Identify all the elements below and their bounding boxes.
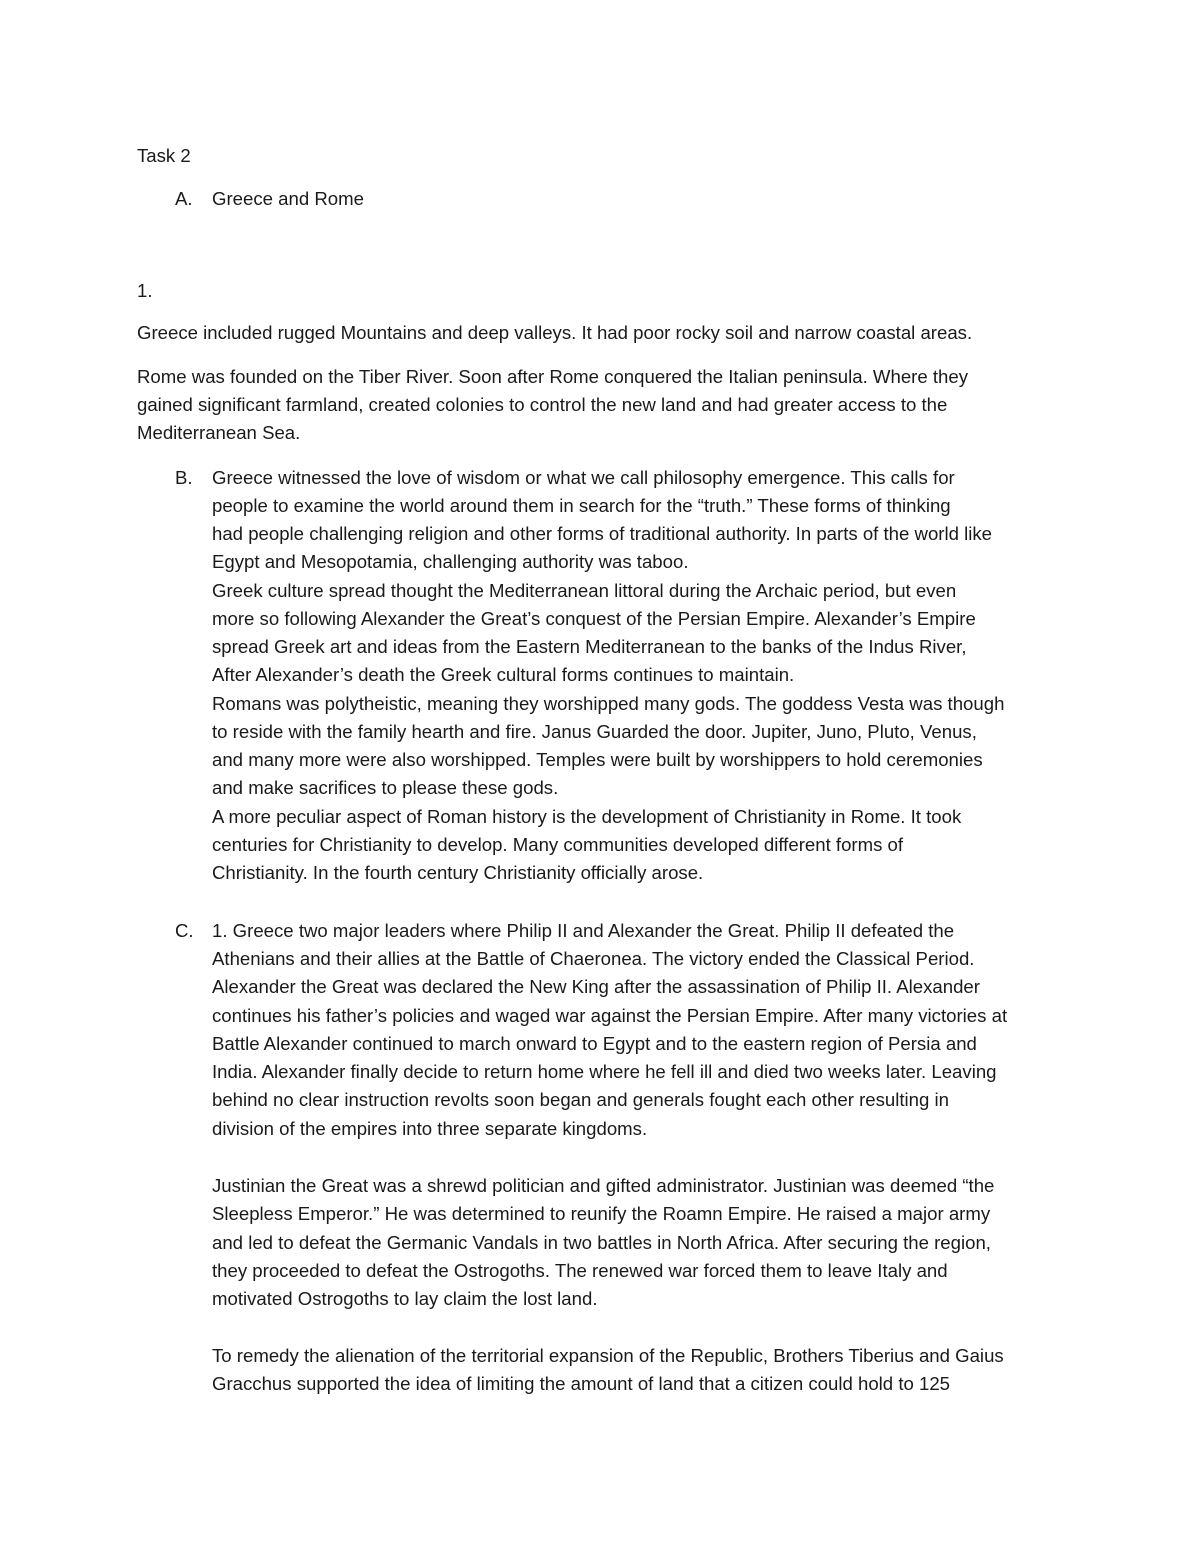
section-c-line: Battle Alexander continued to march onward to Egypt and to the eastern region of Persia and [212,1033,977,1054]
section-c-line: behind no clear instruction revolts soon began and generals fought each other resulting in [212,1089,950,1110]
section-c-line: Gracchus supported the idea of limiting the amount of land that a citizen could hold to 125 [212,1373,951,1394]
geography-rome-line: Rome was founded on the Tiber River. Soon after Rome conquered the Italian peninsula. Where they [137,366,969,387]
section-c-line: continues his father’s policies and waged war against the Persian Empire. After many victories at [212,1005,1008,1026]
section-a-marker: A. [175,188,193,209]
section-b-line: people to examine the world around them in search for the “truth.” These forms of thinking [212,495,951,516]
section-b-line: spread Greek art and ideas from the Eastern Mediterranean to the banks of the Indus River, [212,636,967,657]
geography-rome-line: gained significant farmland, created colonies to control the new land and had greater access to the [137,394,948,415]
section-b-line: Christianity. In the fourth century Christianity officially arose. [212,862,704,883]
section-b-line: After Alexander’s death the Greek cultural forms continues to maintain. [212,664,795,685]
section-b-line: had people challenging religion and other forms of traditional authority. In parts of the world like [212,523,993,544]
section-b-line: Greek culture spread thought the Mediterranean littoral during the Archaic period, but even [212,580,957,601]
section-c-line: Sleepless Emperor.” He was determined to reunify the Roamn Empire. He raised a major army [212,1203,991,1224]
section-b-line: A more peculiar aspect of Roman history is the development of Christianity in Rome. It took [212,806,962,827]
section-b-line: to reside with the family hearth and fire. Janus Guarded the door. Jupiter, Juno, Pluto, Venus, [212,721,977,742]
section-b-line: Romans was polytheistic, meaning they worshipped many gods. The goddess Vesta was though [212,693,1005,714]
section-b-line: and many more were also worshipped. Temples were built by worshippers to hold ceremonies [212,749,983,770]
section-c-line: Alexander the Great was declared the New King after the assassination of Philip II. Alexander [212,976,980,997]
section-b-line: and make sacrifices to please these gods. [212,777,559,798]
section-b-line: Egypt and Mesopotamia, challenging authority was taboo. [212,551,689,572]
section-b-line: centuries for Christianity to develop. Many communities developed different forms of [212,834,904,855]
section-c-line: motivated Ostrogoths to lay claim the lost land. [212,1288,598,1309]
section-c-line: they proceeded to defeat the Ostrogoths. The renewed war forced them to leave Italy and [212,1260,948,1281]
section-c-marker: C. [175,920,194,941]
section-c-line: 1. Greece two major leaders where Philip II and Alexander the Great. Philip II defeated the [212,920,955,941]
section-c-line: India. Alexander finally decide to return home where he fell ill and died two weeks later. Leaving [212,1061,997,1082]
section-c-line: To remedy the alienation of the territorial expansion of the Republic, Brothers Tiberius and Gaius [212,1345,1004,1366]
geography-rome-line: Mediterranean Sea. [137,422,301,443]
section-b-line: Greece witnessed the love of wisdom or what we call philosophy emergence. This calls for [212,467,955,488]
section-c-line: and led to defeat the Germanic Vandals in two battles in North Africa. After securing the region, [212,1232,991,1253]
section-a-heading: Greece and Rome [212,188,364,209]
section-b-marker: B. [175,467,193,488]
section-c-line: division of the empires into three separate kingdoms. [212,1118,648,1139]
document-title: Task 2 [137,145,191,166]
geography-greece: Greece included rugged Mountains and deep valleys. It had poor rocky soil and narrow coastal areas. [137,322,973,343]
section-b-line: more so following Alexander the Great’s conquest of the Persian Empire. Alexander’s Empire [212,608,976,629]
item-1-marker: 1. [137,280,153,301]
section-c-line: Justinian the Great was a shrewd politician and gifted administrator. Justinian was deemed “the [212,1175,995,1196]
section-c-line: Athenians and their allies at the Battle of Chaeronea. The victory ended the Classical Period. [212,948,975,969]
